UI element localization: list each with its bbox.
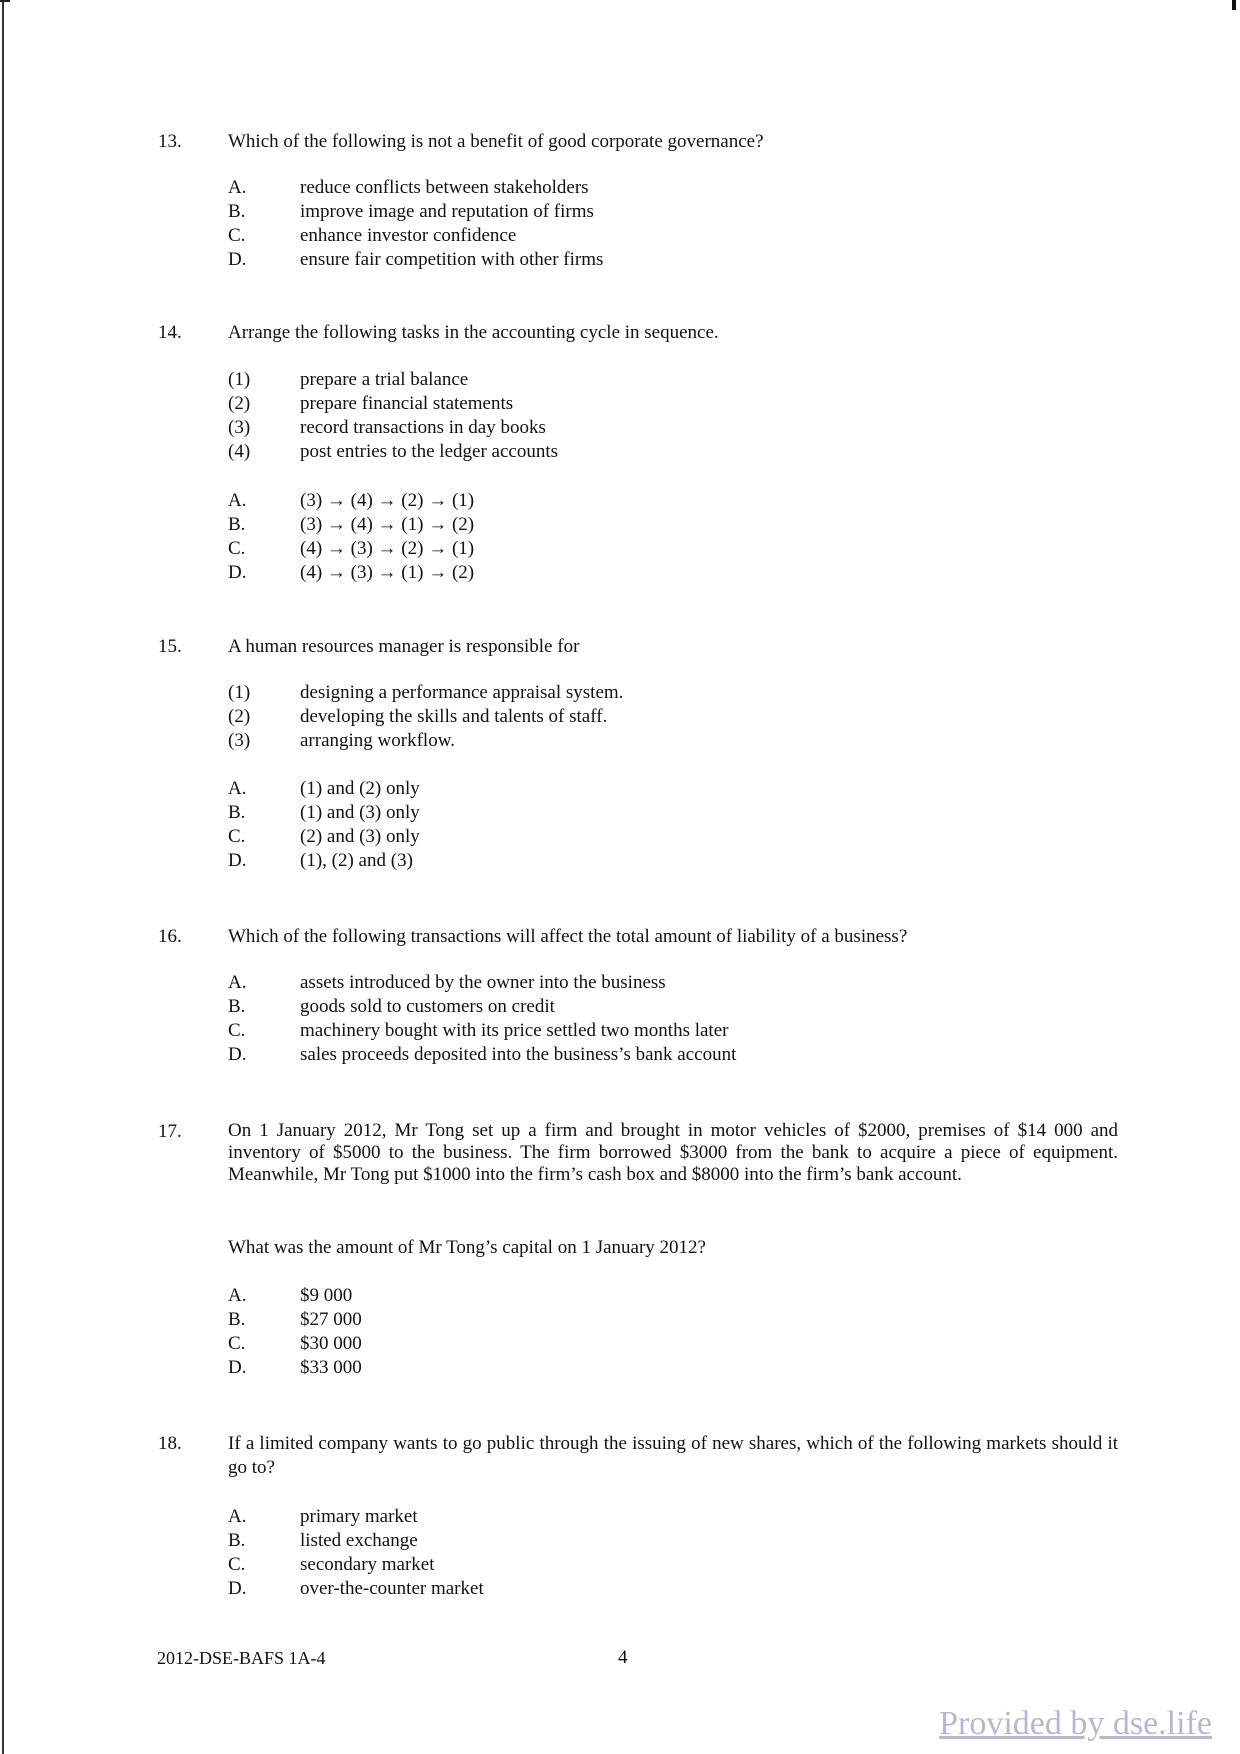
option-d xyxy=(228,248,603,272)
option-label: B. xyxy=(228,996,246,1017)
option-label: B. xyxy=(228,802,246,823)
option-d xyxy=(228,1043,736,1067)
option-text: (1) and (3) only xyxy=(300,802,420,823)
option-c xyxy=(228,224,516,248)
option-text: over-the-counter market xyxy=(300,1578,484,1599)
option-a xyxy=(228,1284,352,1308)
option-text: assets introduced by the owner into the business xyxy=(300,972,666,993)
option-label: B. xyxy=(228,201,246,222)
option-text: improve image and reputation of firms xyxy=(300,201,594,222)
question-stem: Which of the following transactions will affect the total amount of liability of a business? xyxy=(228,926,908,947)
question-number: 17. xyxy=(158,1121,182,1142)
item-1 xyxy=(228,681,623,705)
option-text: sales proceeds deposited into the business’s bank account xyxy=(300,1044,737,1065)
option-text: (4) → (3) → (1) → (2) xyxy=(300,562,475,583)
option-b xyxy=(228,200,594,224)
option-text: goods sold to customers on credit xyxy=(300,996,555,1017)
item-label: (2) xyxy=(228,393,251,414)
option-b xyxy=(228,513,474,537)
item-label: (3) xyxy=(228,730,251,751)
option-label: B. xyxy=(228,1530,246,1551)
option-b xyxy=(228,1308,362,1332)
option-label: B. xyxy=(228,514,246,535)
option-a xyxy=(228,971,666,995)
option-text: secondary market xyxy=(300,1554,435,1575)
item-text: prepare financial statements xyxy=(300,393,514,414)
item-4 xyxy=(228,440,558,464)
option-label: B. xyxy=(228,1309,246,1330)
item-label: (4) xyxy=(228,441,251,462)
item-text: arranging workflow. xyxy=(300,730,455,751)
option-text: $27 000 xyxy=(300,1309,362,1330)
question-number: 16. xyxy=(158,926,182,947)
question-number: 13. xyxy=(158,131,182,152)
option-c xyxy=(228,537,474,561)
question-number: 14. xyxy=(158,322,182,343)
option-text: machinery bought with its price settled two months later xyxy=(300,1020,729,1041)
option-text: $30 000 xyxy=(300,1333,362,1354)
option-c xyxy=(228,1019,728,1043)
option-label: A. xyxy=(228,778,247,799)
option-text: $33 000 xyxy=(300,1357,362,1378)
item-2 xyxy=(228,705,607,729)
option-a xyxy=(228,176,589,200)
option-c xyxy=(228,825,420,849)
option-b xyxy=(228,995,555,1019)
option-text: enhance investor confidence xyxy=(300,225,517,246)
option-label: A. xyxy=(228,490,247,511)
option-c xyxy=(228,1332,362,1356)
option-d xyxy=(228,849,413,873)
item-text: developing the skills and talents of staff. xyxy=(300,706,608,727)
item-text: designing a performance appraisal system. xyxy=(300,682,624,703)
option-label: C. xyxy=(228,826,246,847)
option-d xyxy=(228,561,474,585)
question-number: 15. xyxy=(158,636,182,657)
option-text: (1) and (2) only xyxy=(300,778,420,799)
scan-left-edge xyxy=(2,0,4,1754)
item-text: record transactions in day books xyxy=(300,417,546,438)
option-label: C. xyxy=(228,1554,246,1575)
option-text: (2) and (3) only xyxy=(300,826,420,847)
question-stem: On 1 January 2012, Mr Tong set up a firm and brought in motor vehicles of $2000, premises of $14 000 and inventory of $5000 to the business. The firm borrowed $3000 from the bank to acquire a piece of equipment. Meanwhile, Mr Tong put $1000 into the firm’s cash box and $8000 into the firm’s bank account. xyxy=(228,1120,1118,1185)
paper-code: 2012-DSE-BAFS 1A-4 xyxy=(157,1648,326,1668)
option-label: C. xyxy=(228,1333,246,1354)
item-2 xyxy=(228,392,513,416)
option-label: C. xyxy=(228,225,246,246)
option-a xyxy=(228,777,420,801)
option-label: A. xyxy=(228,972,247,993)
item-text: post entries to the ledger accounts xyxy=(300,441,559,462)
question-stem: If a limited company wants to go public through the issuing of new shares, which of the following markets should it go to? xyxy=(228,1433,1118,1478)
option-text: (3) → (4) → (2) → (1) xyxy=(300,490,475,511)
option-label: C. xyxy=(228,538,246,559)
item-label: (3) xyxy=(228,417,251,438)
option-text: reduce conflicts between stakeholders xyxy=(300,177,589,198)
item-text: prepare a trial balance xyxy=(300,369,469,390)
option-text: (1), (2) and (3) xyxy=(300,850,413,871)
question-number: 18. xyxy=(158,1433,182,1454)
option-c xyxy=(228,1553,435,1577)
option-label: A. xyxy=(228,1285,247,1306)
sub-question: What was the amount of Mr Tong’s capital on 1 January 2012? xyxy=(228,1237,706,1258)
item-label: (1) xyxy=(228,682,251,703)
page-number: 4 xyxy=(618,1647,628,1668)
option-a xyxy=(228,489,474,513)
option-d xyxy=(228,1356,362,1380)
watermark: Provided by dse.life xyxy=(939,1705,1212,1742)
item-3 xyxy=(228,416,546,440)
question-stem: A human resources manager is responsible for xyxy=(228,636,580,657)
option-label: A. xyxy=(228,1506,247,1527)
option-label: D. xyxy=(228,1578,247,1599)
item-3 xyxy=(228,729,455,753)
option-label: D. xyxy=(228,249,247,270)
option-label: C. xyxy=(228,1020,246,1041)
scan-corner-mark xyxy=(0,0,10,2)
option-text: listed exchange xyxy=(300,1530,418,1551)
item-1 xyxy=(228,368,468,392)
option-text: $9 000 xyxy=(300,1285,353,1306)
item-label: (2) xyxy=(228,706,251,727)
option-b xyxy=(228,1529,418,1553)
option-text: ensure fair competition with other firms xyxy=(300,249,604,270)
option-d xyxy=(228,1577,484,1601)
question-stem: Arrange the following tasks in the accounting cycle in sequence. xyxy=(228,322,719,343)
option-label: D. xyxy=(228,850,247,871)
option-b xyxy=(228,801,420,825)
option-text: primary market xyxy=(300,1506,418,1527)
option-label: D. xyxy=(228,1044,247,1065)
question-stem: Which of the following is not a benefit of good corporate governance? xyxy=(228,131,764,152)
option-label: D. xyxy=(228,562,247,583)
option-a xyxy=(228,1505,418,1529)
option-text: (3) → (4) → (1) → (2) xyxy=(300,514,475,535)
scan-corner-mark xyxy=(1232,0,1236,10)
option-label: A. xyxy=(228,177,247,198)
option-label: D. xyxy=(228,1357,247,1378)
item-label: (1) xyxy=(228,369,251,390)
option-text: (4) → (3) → (2) → (1) xyxy=(300,538,475,559)
